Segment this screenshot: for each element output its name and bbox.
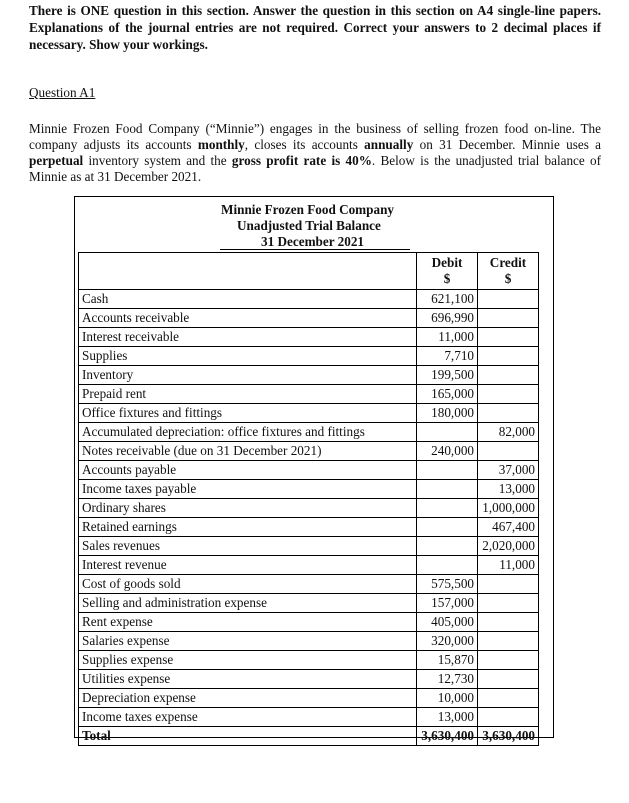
credit-cell: [478, 613, 539, 632]
debit-cell: [417, 556, 478, 575]
para-bold-annually: annually: [364, 137, 414, 152]
debit-cell: 405,000: [417, 613, 478, 632]
debit-cell: 165,000: [417, 385, 478, 404]
debit-cell: 7,710: [417, 347, 478, 366]
para-text-2: , closes its accounts: [244, 137, 365, 152]
credit-cell: [478, 404, 539, 423]
debit-cell: 15,870: [417, 651, 478, 670]
account-cell: Interest revenue: [79, 556, 417, 575]
account-cell: Interest receivable: [79, 328, 417, 347]
credit-header-cell: [478, 253, 539, 290]
credit-cell: [478, 632, 539, 651]
credit-cell: [478, 689, 539, 708]
table-row: [79, 632, 539, 651]
para-text-5: . Below is the unadjusted trial balance of Minnie as at 31 December 2021.: [29, 153, 602, 184]
credit-cell: [478, 442, 539, 461]
credit-cell: 82,000: [478, 423, 539, 442]
total-label: Total: [79, 727, 417, 746]
para-bold-gross-profit-rate: gross profit rate is 40%: [231, 153, 372, 168]
debit-cell: 240,000: [417, 442, 478, 461]
table-row: [79, 385, 539, 404]
credit-cell: [478, 385, 539, 404]
debit-header: Debit: [431, 255, 463, 270]
credit-cell: [478, 347, 539, 366]
account-cell: Retained earnings: [79, 518, 417, 537]
debit-cell: 157,000: [417, 594, 478, 613]
question-title: Question A1: [29, 85, 96, 100]
para-bold-perpetual: perpetual: [29, 153, 84, 168]
total-row: [79, 727, 539, 746]
account-cell: Sales revenues: [79, 537, 417, 556]
debit-cell: 10,000: [417, 689, 478, 708]
debit-cell: 12,730: [417, 670, 478, 689]
account-cell: Notes receivable (due on 31 December 2021): [79, 442, 417, 461]
company-name: Minnie Frozen Food Company: [221, 202, 395, 217]
trial-balance-heading: [75, 202, 555, 250]
credit-cell: 2,020,000: [478, 537, 539, 556]
table-row: [79, 461, 539, 480]
debit-cell: 13,000: [417, 708, 478, 727]
credit-cell: 467,400: [478, 518, 539, 537]
account-cell: Cost of goods sold: [79, 575, 417, 594]
account-cell: Cash: [79, 290, 417, 309]
trial-balance-table: [78, 252, 539, 746]
account-cell: Depreciation expense: [79, 689, 417, 708]
account-cell: Supplies expense: [79, 651, 417, 670]
debit-cell: 180,000: [417, 404, 478, 423]
account-cell: Salaries expense: [79, 632, 417, 651]
account-cell: Accumulated depreciation: office fixtures and fittings: [79, 423, 417, 442]
account-cell: Inventory: [79, 366, 417, 385]
credit-cell: [478, 651, 539, 670]
total-debit: 3,630,400: [417, 727, 478, 746]
table-row: [79, 442, 539, 461]
table-row: [79, 423, 539, 442]
account-cell: Income taxes expense: [79, 708, 417, 727]
table-row: [79, 290, 539, 309]
debit-cell: [417, 499, 478, 518]
debit-cell: 199,500: [417, 366, 478, 385]
debit-cell: 575,500: [417, 575, 478, 594]
debit-cell: [417, 423, 478, 442]
debit-cell: [417, 518, 478, 537]
debit-currency: $: [443, 271, 451, 286]
heading-rule: [220, 249, 410, 250]
debit-cell: [417, 480, 478, 499]
debit-cell: 320,000: [417, 632, 478, 651]
account-cell: Rent expense: [79, 613, 417, 632]
table-row: [79, 670, 539, 689]
para-bold-monthly: monthly: [197, 137, 245, 152]
debit-cell: [417, 461, 478, 480]
para-text-4: inventory system and the: [83, 153, 232, 168]
credit-cell: [478, 366, 539, 385]
credit-cell: [478, 290, 539, 309]
table-row: [79, 518, 539, 537]
debit-header-cell: [417, 253, 478, 290]
account-cell: Supplies: [79, 347, 417, 366]
table-row: [79, 309, 539, 328]
debit-cell: 696,990: [417, 309, 478, 328]
credit-cell: [478, 309, 539, 328]
table-row: [79, 689, 539, 708]
credit-cell: 37,000: [478, 461, 539, 480]
account-cell: Prepaid rent: [79, 385, 417, 404]
credit-cell: [478, 328, 539, 347]
table-row: [79, 347, 539, 366]
table-row: [79, 404, 539, 423]
table-row: [79, 651, 539, 670]
credit-header: Credit: [489, 255, 527, 270]
account-cell: Income taxes payable: [79, 480, 417, 499]
credit-cell: 11,000: [478, 556, 539, 575]
credit-cell: [478, 670, 539, 689]
table-row: [79, 328, 539, 347]
account-cell: Accounts receivable: [79, 309, 417, 328]
table-row: [79, 708, 539, 727]
trial-balance-date: 31 December 2021: [261, 234, 365, 249]
table-row: [79, 613, 539, 632]
table-row: [79, 594, 539, 613]
total-credit: 3,630,400: [478, 727, 539, 746]
table-row: [79, 575, 539, 594]
table-row: [79, 537, 539, 556]
debit-cell: 621,100: [417, 290, 478, 309]
account-cell: Ordinary shares: [79, 499, 417, 518]
account-cell: Selling and administration expense: [79, 594, 417, 613]
credit-currency: $: [504, 271, 512, 286]
credit-cell: 1,000,000: [478, 499, 539, 518]
table-row: [79, 499, 539, 518]
para-text-1: Minnie Frozen Food Company (“Minnie”) engages in the business of selling frozen food on-line. The company adjusts its accounts: [29, 121, 601, 152]
table-row: [79, 366, 539, 385]
section-instructions: There is ONE question in this section. Answer the question in this section on A4 single-line papers. Explanations of the journal entries are not required. Correct your answers to 2 decimal places if necessary. Show your workings.: [29, 3, 601, 52]
credit-cell: 13,000: [478, 480, 539, 499]
credit-cell: [478, 575, 539, 594]
account-cell: Office fixtures and fittings: [79, 404, 417, 423]
question-paragraph: [29, 121, 601, 185]
account-cell: Utilities expense: [79, 670, 417, 689]
table-row: [79, 480, 539, 499]
debit-cell: 11,000: [417, 328, 478, 347]
para-text-3: on 31 December. Minnie uses a: [413, 137, 601, 152]
account-header-cell: [79, 253, 417, 290]
account-cell: Accounts payable: [79, 461, 417, 480]
credit-cell: [478, 594, 539, 613]
table-row: [79, 556, 539, 575]
trial-balance-box: [74, 196, 554, 743]
debit-cell: [417, 537, 478, 556]
trial-balance-subtitle: Unadjusted Trial Balance: [237, 218, 381, 233]
credit-cell: [478, 708, 539, 727]
column-header-row: [79, 253, 539, 290]
